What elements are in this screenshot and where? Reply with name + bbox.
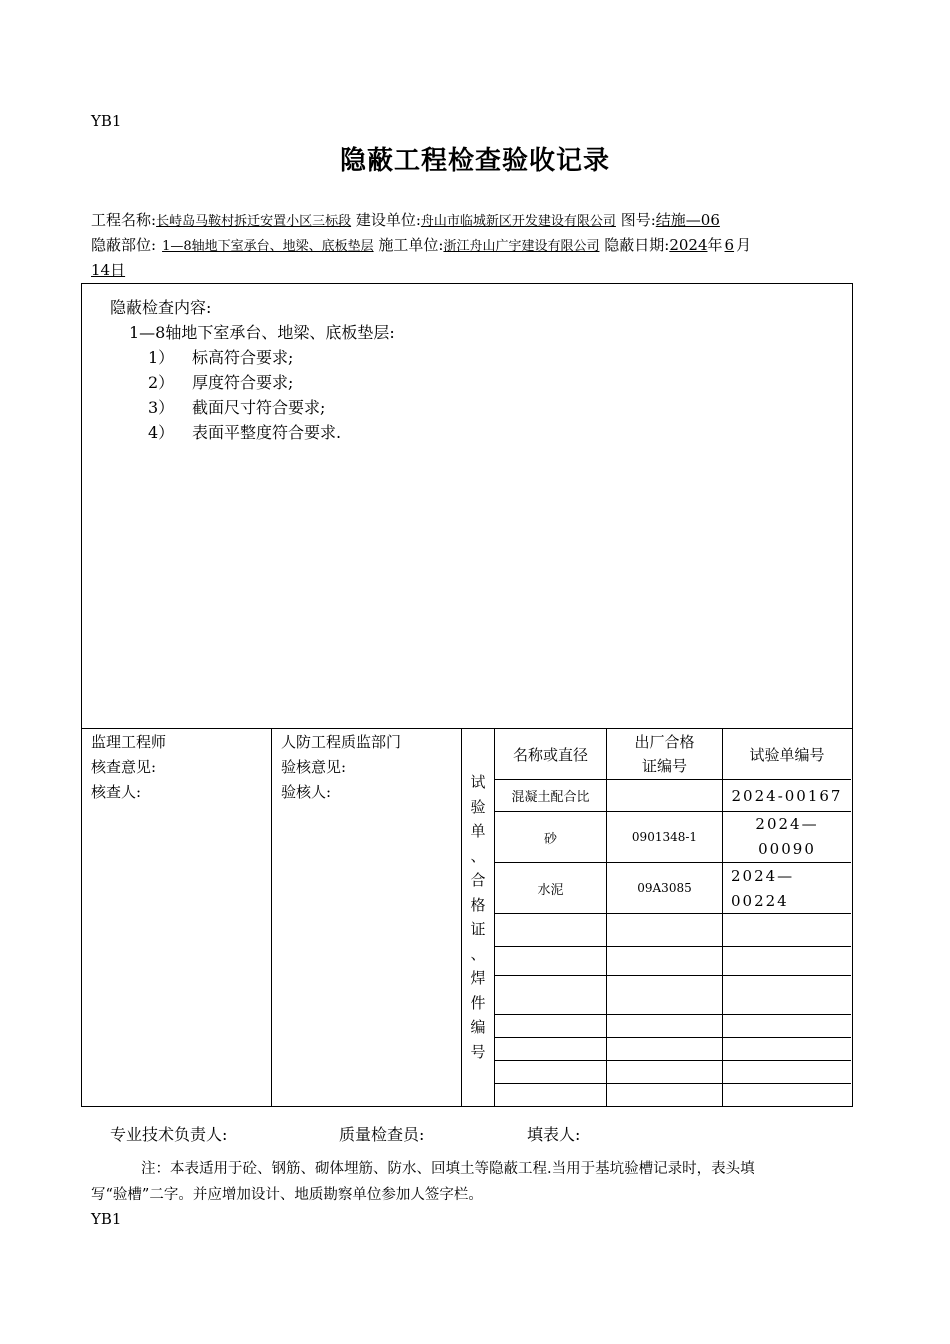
- supervisor-checker-label: 核查人:: [91, 783, 142, 801]
- builder-label: 建设单位:: [355, 211, 421, 229]
- table-row-line: [494, 1060, 851, 1061]
- inspection-item: [148, 345, 293, 370]
- note-line-1: 注：本表适用于砼、钢筋、砌体埋筋、防水、回填土等隐蔽工程.当用于基坑验槽记录时，表头填: [141, 1161, 755, 1177]
- date-month: 6: [724, 236, 735, 254]
- table-cell-test: [723, 812, 851, 862]
- constructor-label: 施工单位:: [378, 236, 444, 254]
- year-char: 年: [707, 236, 723, 254]
- table-cell-name: 水泥: [537, 882, 564, 898]
- item-text: 标高符合要求;: [192, 348, 294, 367]
- inspection-item: [148, 370, 293, 395]
- supervisor-opinion-label: 核查意见:: [91, 758, 157, 776]
- inspection-subject: 1—8轴地下室承台、地梁、底板垫层:: [129, 323, 395, 342]
- date-label: 隐蔽日期:: [604, 236, 670, 254]
- column-header-cert: [607, 729, 722, 779]
- drawing-value: 结施—06: [655, 211, 720, 229]
- vertical-char: 格: [470, 895, 486, 914]
- date-year: 2024: [669, 236, 708, 254]
- header-line-2: [91, 234, 751, 258]
- item-number: 4）: [148, 423, 175, 442]
- note-line-2: 写“验槽”二字。并应增加设计、地质勘察单位参加人签字栏。: [91, 1187, 483, 1203]
- project-label: 工程名称:: [91, 211, 157, 229]
- item-text: 截面尺寸符合要求;: [192, 398, 326, 417]
- vertical-char: 证: [470, 920, 486, 938]
- inspection-item: [148, 395, 325, 420]
- table-cell-cert: [607, 780, 722, 811]
- item-number: 2）: [148, 373, 175, 392]
- filler-label: 填表人:: [527, 1125, 581, 1144]
- vertical-char: 试: [470, 773, 486, 791]
- table-row-line: [494, 913, 851, 914]
- table-cell-name: 砂: [543, 831, 557, 847]
- header-line-3: [91, 259, 125, 281]
- vertical-label: [467, 770, 489, 1064]
- civil-defense-checker-label: 验核人:: [281, 783, 332, 801]
- supervisor-section: [91, 730, 166, 805]
- inspection-item: [148, 420, 341, 445]
- quality-inspector-label: 质量检查员:: [339, 1125, 425, 1144]
- column-header-cert-line2: 证编号: [641, 757, 687, 775]
- column-header-cert-line1: 出厂合格: [634, 733, 695, 751]
- column-divider: [461, 728, 462, 1106]
- column-header-test: 试验单编号: [749, 745, 825, 764]
- document-code-bottom: YB1: [91, 1210, 122, 1228]
- table-row-line: [494, 946, 851, 947]
- column-header-name: 名称或直径: [512, 745, 588, 764]
- part-label: 隐蔽部位:: [91, 236, 157, 254]
- table-cell-name: 混凝土配合比: [511, 790, 590, 805]
- table-cell-test: 2024-00167: [731, 786, 843, 805]
- item-number: 3）: [148, 398, 175, 417]
- item-text: 表面平整度符合要求.: [192, 423, 342, 442]
- drawing-label: 图号:: [620, 211, 656, 229]
- civil-defense-opinion-label: 验核意见:: [281, 758, 347, 776]
- table-row-line: [494, 975, 851, 976]
- vertical-char: 、: [470, 846, 486, 865]
- table-row-line: [494, 1037, 851, 1038]
- tech-lead-label: 专业技术负责人:: [110, 1125, 228, 1144]
- vertical-char: 编: [470, 1018, 486, 1036]
- supervisor-title: 监理工程师: [91, 733, 167, 751]
- vertical-char: 号: [470, 1042, 486, 1061]
- table-cell-test-line2: 00090: [758, 840, 816, 858]
- vertical-char: 合: [470, 871, 486, 889]
- header-line-1: [91, 209, 746, 233]
- vertical-char: 单: [470, 822, 486, 840]
- project-value: 长峙岛马鞍村拆迁安置小区三标段: [156, 214, 352, 229]
- table-cell-cert: 09A3085: [637, 881, 692, 895]
- builder-value: 舟山市临城新区开发建设有限公司: [420, 214, 616, 229]
- civil-defense-section: [281, 730, 401, 805]
- inspection-heading: 隐蔽检查内容:: [110, 298, 212, 317]
- item-number: 1）: [148, 348, 175, 367]
- date-day: 14日: [91, 261, 126, 279]
- constructor-value: 浙江舟山广宇建设有限公司: [443, 239, 600, 254]
- column-divider: [271, 728, 272, 1106]
- vertical-char: 、: [470, 944, 486, 963]
- table-row-line: [494, 1014, 851, 1015]
- vertical-char: 件: [470, 993, 486, 1012]
- part-value: 1—8轴地下室承台、地梁、底板垫层: [162, 239, 374, 254]
- table-cell-cert: 0901348-1: [631, 830, 698, 844]
- vertical-char: 验: [470, 797, 486, 816]
- item-text: 厚度符合要求;: [192, 373, 294, 392]
- table-cell-test-line1: 2024—: [731, 867, 795, 885]
- page-title: 隐蔽工程检查验收记录: [339, 146, 610, 176]
- vertical-char: 焊: [470, 969, 486, 987]
- month-char: 月: [736, 236, 752, 254]
- civil-defense-title: 人防工程质监部门: [281, 733, 402, 751]
- table-cell-test-line2: 00224: [731, 892, 789, 910]
- table-cell-test-line1: 2024—: [755, 815, 819, 833]
- table-cell-test: [731, 864, 794, 914]
- table-row-line: [494, 1083, 851, 1084]
- document-code-top: YB1: [91, 112, 122, 130]
